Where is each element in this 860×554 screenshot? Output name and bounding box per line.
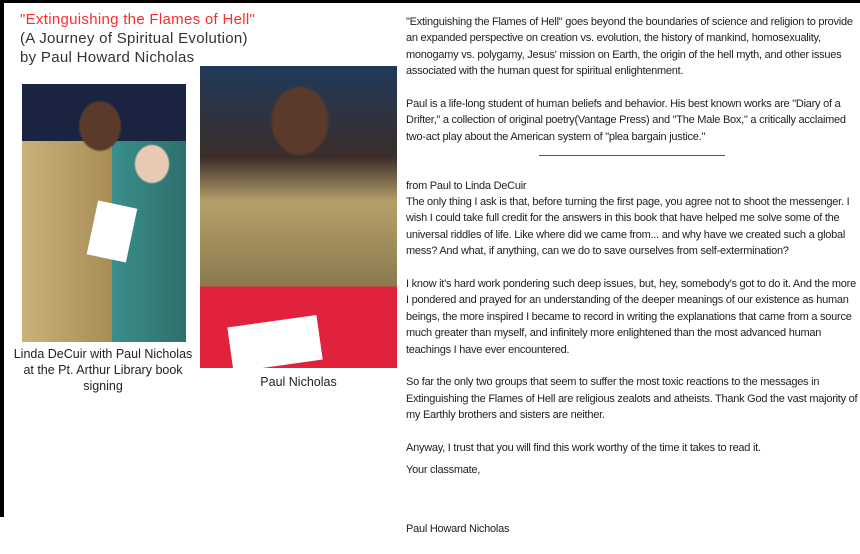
intro-paragraph: "Extinguishing the Flames of Hell" goes beyond the boundaries of science and religion to provide an expanded perspective on creation vs. evolution, the history of mankind, homosexuality, monogamy vs. polygamy, Jesus' mission on Earth, the origin of the hell myth, and other issues associated with the human quest for spiritual enlightenment. (406, 16, 853, 78)
closing: Your classmate, (406, 464, 481, 477)
letter-paragraph: The only thing I ask is that, before turning the first page, you agree not to shoot the messenger. I wish I could take full credit for the answers in this book that have helped me solve some of the universal riddles of life. Like where did we came from... and why have we created such a global mess? And what, if anything, can we do to save ourselves from self-extermination? (406, 196, 850, 258)
book-subtitle: (A Journey of Spiritual Evolution) (20, 30, 248, 47)
letter-paragraph: I know it's hard work pondering such deep issues, but, hey, somebody's got to do it. And the more I pondered and prayed for an understanding of the deeper meanings of our existence as human beings, the more inspired I became to record in writing the explanations that came from a source much greater than myself, and infinitely more enlightened than the most advanced human teachings I have ever encountered. (406, 278, 856, 356)
photo-caption: Linda DeCuir with Paul Nicholas at the Pt. Arthur Library book signing (13, 347, 193, 393)
letter-paragraph: So far the only two groups that seem to suffer the most toxic reactions to the messages in Extinguishing the Flames of Hell are religious zealots and atheists. Thank God the vast majority of my Earthly brothers and sisters are neither. (406, 376, 858, 422)
article-body (406, 14, 858, 554)
photo-caption: Paul Nicholas (260, 375, 337, 389)
signature: Paul Howard Nicholas (406, 522, 510, 535)
letter-paragraph: Anyway, I trust that you will find this work worthy of the time it takes to read it. (406, 442, 761, 455)
divider (539, 155, 725, 156)
book-prop (87, 200, 138, 262)
photo-linda-and-paul (22, 84, 186, 342)
photo-paul-signing (200, 66, 397, 368)
book-prop (227, 315, 322, 368)
bio-paragraph: Paul is a life-long student of human beliefs and behavior. His best known works are "Diary of a Drifter," a collection of original poetry(Vantage Press) and "The Male Box," a critically acclaimed two-act play about the American system of "plea bargain justice." (406, 98, 846, 143)
letter-heading: from Paul to Linda DeCuir (406, 179, 527, 192)
book-title: "Extinguishing the Flames of Hell" (20, 11, 256, 28)
author-byline: by Paul Howard Nicholas (20, 49, 195, 66)
